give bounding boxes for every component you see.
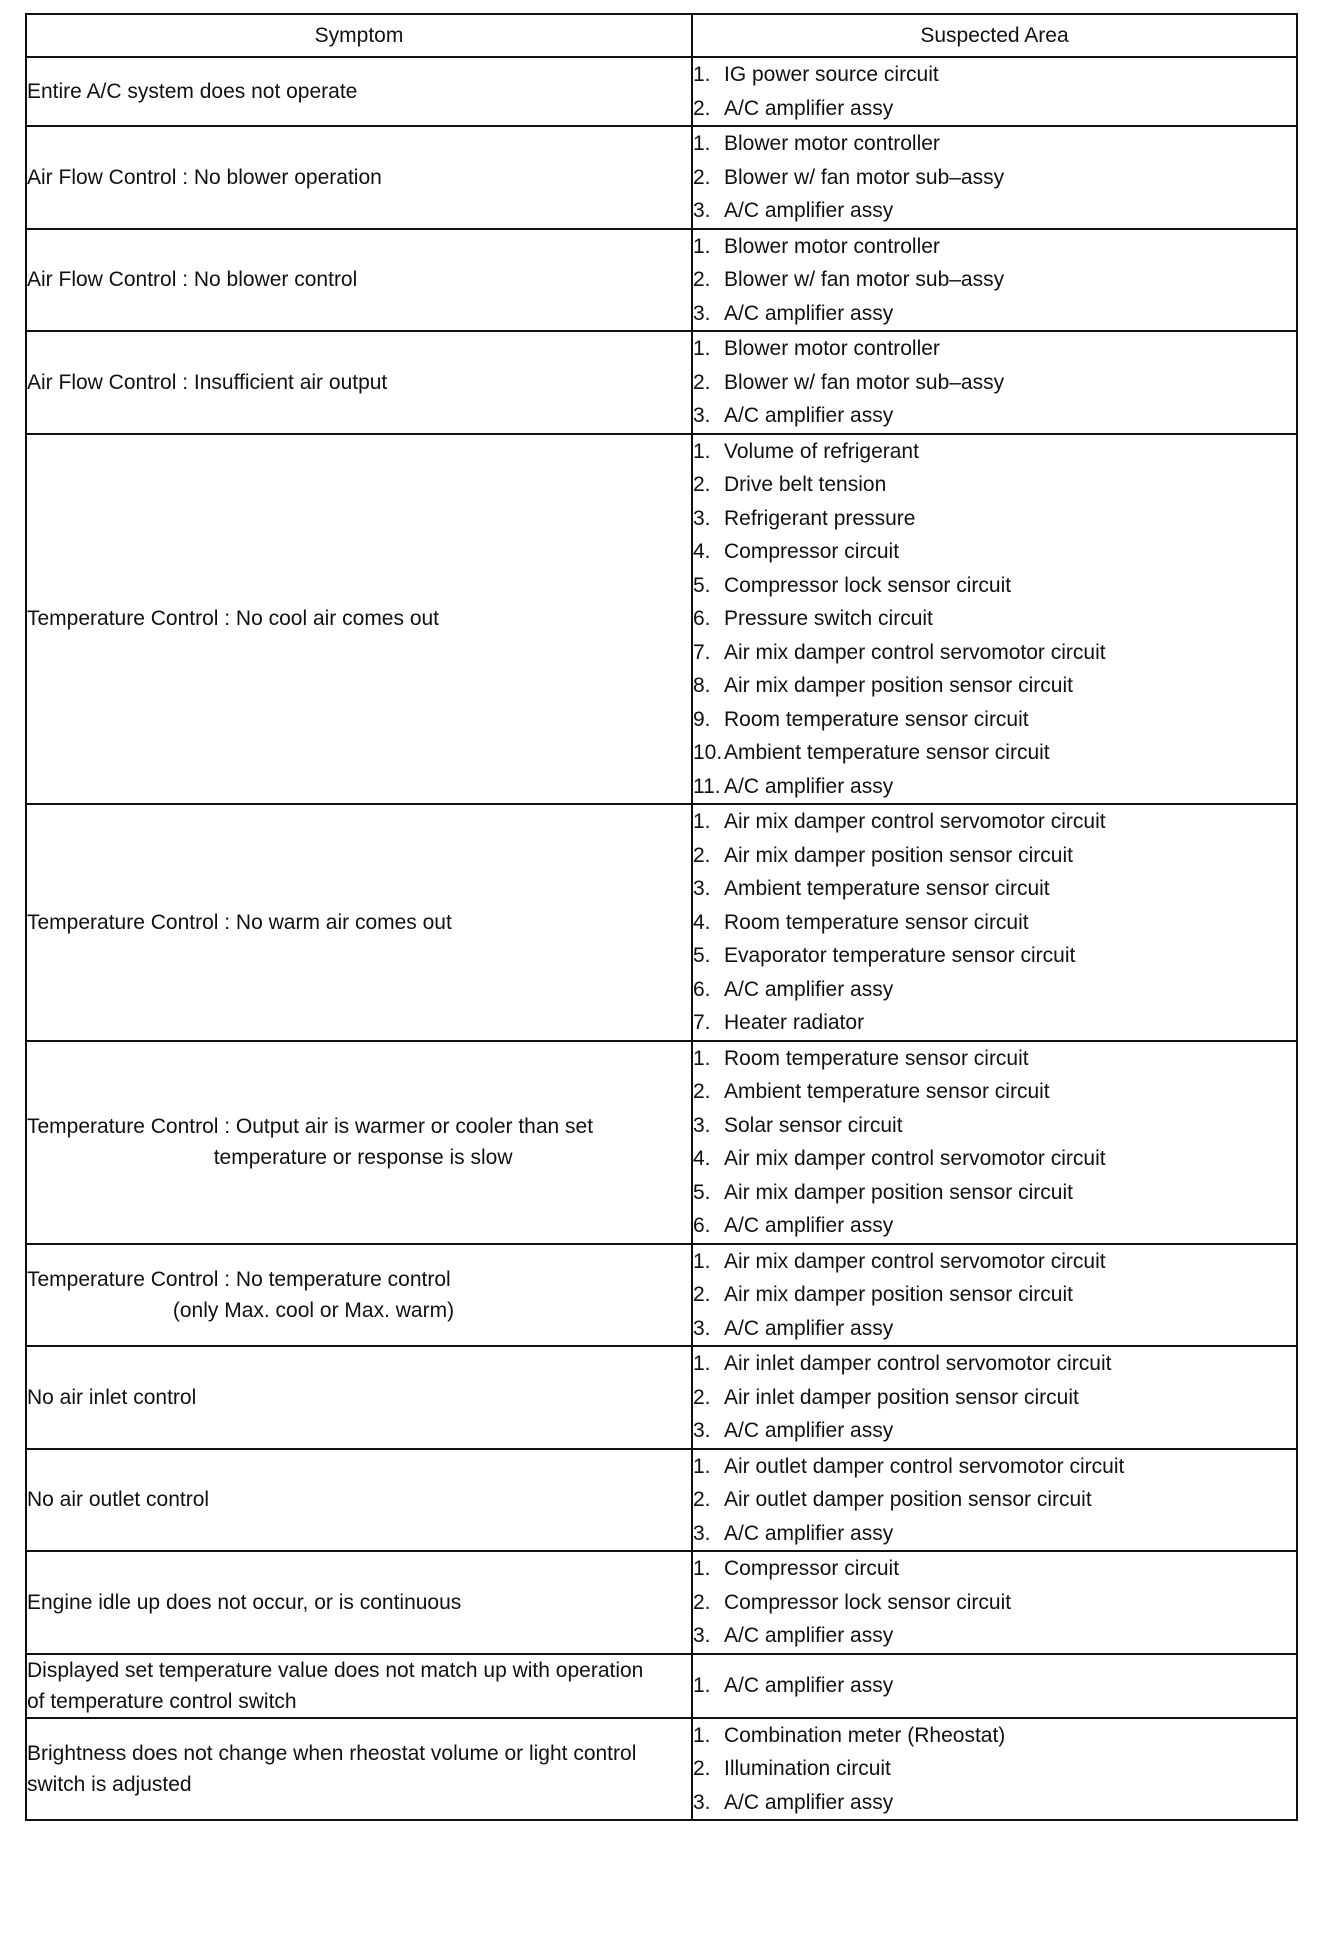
suspected-area-text: Air mix damper control servomotor circuit: [724, 810, 1106, 833]
list-item: [693, 1278, 1296, 1312]
item-number: 5.: [693, 573, 711, 597]
symptom-text: Entire A/C system does not operate: [27, 80, 358, 103]
suspected-area-list: [693, 1669, 1296, 1703]
item-number: 1.: [693, 234, 711, 258]
list-item: [693, 1586, 1296, 1620]
symptom-cell: [26, 1346, 692, 1449]
list-item: [693, 1552, 1296, 1586]
item-number: 3.: [693, 1624, 711, 1647]
suspected-area-cell: [692, 1551, 1297, 1654]
list-item: [693, 1042, 1296, 1076]
symptom-cell: [26, 804, 692, 1041]
symptom-text: Brightness does not change when rheostat volume or light control: [27, 1741, 637, 1765]
item-number: 2.: [693, 1283, 711, 1306]
table-row: [26, 126, 1297, 229]
item-number: 7.: [693, 1011, 711, 1034]
suspected-area-text: Solar sensor circuit: [724, 1113, 903, 1137]
suspected-area-text: Air mix damper position sensor circuit: [724, 1180, 1073, 1204]
suspected-area-cell: [692, 804, 1297, 1041]
list-item: [693, 161, 1296, 195]
suspected-area-text: A/C amplifier assy: [724, 1521, 894, 1545]
list-item: [693, 939, 1296, 973]
item-number: 1.: [693, 1249, 711, 1273]
list-item: [693, 263, 1296, 297]
table-header-row: [26, 14, 1297, 57]
list-item: [693, 332, 1296, 366]
list-item: [693, 805, 1296, 839]
table-body: [26, 57, 1297, 1820]
item-number: 3.: [693, 404, 711, 427]
symptom-cell: [26, 229, 692, 332]
item-number: 7.: [693, 640, 711, 664]
suspected-area-text: Air inlet damper position sensor circuit: [724, 1385, 1079, 1409]
suspected-area-text: A/C amplifier assy: [724, 1316, 894, 1340]
symptom-cell: [26, 1449, 692, 1552]
suspected-area-text: Air mix damper position sensor circuit: [724, 843, 1073, 867]
suspected-area-list: [693, 1042, 1296, 1243]
suspected-area-text: A/C amplifier assy: [724, 1419, 894, 1442]
item-number: 2.: [693, 1488, 711, 1511]
item-number: 1.: [693, 132, 711, 155]
suspected-area-text: Compressor lock sensor circuit: [724, 573, 1012, 597]
list-item: [693, 770, 1296, 804]
list-item: [693, 1483, 1296, 1517]
symptom-text: of temperature control switch: [27, 1689, 297, 1713]
suspected-area-cell: [692, 1449, 1297, 1552]
suspected-area-text: Evaporator temperature sensor circuit: [724, 944, 1076, 967]
symptom-cell: [26, 1718, 692, 1821]
suspected-area-cell: [692, 434, 1297, 805]
item-number: 6.: [693, 1214, 711, 1237]
suspected-area-cell: [692, 57, 1297, 126]
list-item: [693, 906, 1296, 940]
item-number: 2.: [693, 1757, 711, 1780]
item-number: 2.: [693, 96, 711, 120]
suspected-area-text: A/C amplifier assy: [724, 977, 894, 1001]
item-number: 3.: [693, 877, 711, 900]
suspected-area-text: Illumination circuit: [724, 1757, 891, 1780]
symptom-text: Air Flow Control : No blower operation: [27, 165, 382, 189]
table-row: [26, 1449, 1297, 1552]
symptom-text: Temperature Control : No cool air comes out: [27, 607, 440, 631]
item-number: 3.: [693, 301, 711, 325]
suspected-area-list: [693, 1245, 1296, 1346]
item-number: 9.: [693, 707, 711, 731]
list-item: [693, 1312, 1296, 1346]
suspected-area-text: A/C amplifier assy: [724, 301, 894, 325]
symptom-text: Temperature Control : No temperature control: [27, 1267, 451, 1291]
symptom-text: Engine idle up does not occur, or is continuous: [27, 1590, 462, 1614]
list-item: [693, 703, 1296, 737]
suspected-area-text: Room temperature sensor circuit: [724, 707, 1029, 731]
list-item: [693, 535, 1296, 569]
suspected-area-text: A/C amplifier assy: [724, 96, 894, 120]
list-item: [693, 973, 1296, 1007]
item-number: 1.: [693, 63, 711, 86]
table-row: [26, 1244, 1297, 1347]
list-item: [693, 1006, 1296, 1040]
item-number: 2.: [693, 473, 711, 496]
list-item: [693, 602, 1296, 636]
suspected-area-text: Blower motor controller: [724, 337, 940, 360]
suspected-area-list: [693, 230, 1296, 331]
list-item: [693, 669, 1296, 703]
suspected-area-text: Drive belt tension: [724, 473, 887, 496]
suspected-area-text: Heater radiator: [724, 1011, 865, 1034]
item-number: 3.: [693, 1419, 711, 1442]
list-item: [693, 872, 1296, 906]
list-item: [693, 92, 1296, 126]
suspected-area-text: Air outlet damper control servomotor circuit: [724, 1454, 1125, 1478]
item-number: 2.: [693, 370, 711, 394]
list-item: [693, 1786, 1296, 1820]
item-number: 3.: [693, 199, 711, 222]
suspected-area-text: A/C amplifier assy: [724, 1624, 894, 1647]
list-item: [693, 569, 1296, 603]
suspected-area-text: Air mix damper control servomotor circuit: [724, 640, 1106, 664]
symptom-text: switch is adjusted: [27, 1772, 192, 1796]
list-item: [693, 636, 1296, 670]
list-item: [693, 1517, 1296, 1551]
list-item: [693, 230, 1296, 264]
item-number: 3.: [693, 506, 711, 530]
item-number: 3.: [693, 1790, 711, 1814]
suspected-area-text: A/C amplifier assy: [724, 1214, 894, 1237]
suspected-area-list: [693, 1450, 1296, 1551]
suspected-area-text: Blower motor controller: [724, 234, 940, 258]
symptom-column-header: Symptom: [26, 14, 692, 57]
suspected-area-text: Air outlet damper position sensor circuit: [724, 1488, 1092, 1511]
suspected-area-text: Pressure switch circuit: [724, 607, 933, 630]
suspected-area-list: [693, 1552, 1296, 1653]
item-number: 4.: [693, 1147, 711, 1170]
list-item: [693, 736, 1296, 770]
list-item: [693, 839, 1296, 873]
symptom-text: Temperature Control : No warm air comes out: [27, 910, 452, 934]
list-item: [693, 468, 1296, 502]
suspected-area-text: Compressor circuit: [724, 540, 900, 563]
suspected-area-text: Room temperature sensor circuit: [724, 910, 1029, 934]
suspected-area-list: [693, 1347, 1296, 1448]
table-row: [26, 1346, 1297, 1449]
list-item: [693, 58, 1296, 92]
list-item: [693, 1619, 1296, 1653]
suspected-area-text: Volume of refrigerant: [724, 439, 919, 463]
suspected-area-text: A/C amplifier assy: [724, 1673, 894, 1697]
symptom-cell: [26, 1654, 692, 1718]
suspected-area-cell: [692, 1244, 1297, 1347]
symptom-cell: [26, 434, 692, 805]
suspected-area-list: [693, 127, 1296, 228]
symptom-text: Air Flow Control : No blower control: [27, 268, 358, 292]
suspected-area-text: Compressor circuit: [724, 1557, 900, 1580]
list-item: [693, 1209, 1296, 1243]
suspected-area-cell: [692, 1041, 1297, 1244]
table-row: [26, 57, 1297, 126]
problem-symptoms-table: [25, 13, 1298, 1821]
suspected-area-text: Refrigerant pressure: [724, 506, 916, 530]
suspected-area-column-header: Suspected Area: [692, 14, 1297, 57]
item-number: 1.: [693, 1557, 711, 1580]
suspected-area-list: [693, 1719, 1296, 1820]
list-item: [693, 1752, 1296, 1786]
suspected-area-text: Air mix damper position sensor circuit: [724, 674, 1073, 697]
item-number: 1.: [693, 1723, 711, 1747]
table-row: [26, 1654, 1297, 1718]
list-item: [693, 1176, 1296, 1210]
symptom-text: Air Flow Control : Insufficient air output: [27, 370, 388, 394]
suspected-area-list: [693, 435, 1296, 804]
item-number: 1.: [693, 1352, 711, 1375]
suspected-area-text: Blower w/ fan motor sub–assy: [724, 268, 1005, 291]
item-number: 6.: [693, 607, 711, 630]
symptom-text: No air outlet control: [27, 1488, 210, 1512]
symptom-cell: [26, 331, 692, 434]
table-row: [26, 434, 1297, 805]
suspected-area-text: Air mix damper control servomotor circuit: [724, 1147, 1106, 1170]
item-number: 4.: [693, 910, 711, 934]
suspected-area-cell: [692, 1346, 1297, 1449]
item-number: 5.: [693, 1180, 711, 1204]
suspected-area-list: [693, 332, 1296, 433]
suspected-area-text: Air mix damper control servomotor circuit: [724, 1249, 1106, 1273]
suspected-area-cell: [692, 1718, 1297, 1821]
item-number: 1.: [693, 1673, 711, 1697]
suspected-area-text: A/C amplifier assy: [724, 1790, 894, 1814]
item-number: 5.: [693, 944, 711, 967]
symptom-text: Displayed set temperature value does not match up with operation: [27, 1658, 644, 1682]
symptom-text: temperature or response is slow: [27, 1146, 513, 1169]
suspected-area-cell: [692, 1654, 1297, 1718]
suspected-area-text: Ambient temperature sensor circuit: [724, 877, 1050, 900]
table-row: [26, 331, 1297, 434]
list-item: [693, 435, 1296, 469]
suspected-area-cell: [692, 126, 1297, 229]
suspected-area-text: Air inlet damper control servomotor circuit: [724, 1352, 1112, 1375]
suspected-area-text: Air mix damper position sensor circuit: [724, 1283, 1073, 1306]
list-item: [693, 1414, 1296, 1448]
item-number: 3.: [693, 1316, 711, 1340]
list-item: [693, 297, 1296, 331]
item-number: 4.: [693, 540, 711, 563]
list-item: [693, 399, 1296, 433]
suspected-area-list: [693, 58, 1296, 125]
list-item: [693, 1347, 1296, 1381]
item-number: 2.: [693, 1385, 711, 1409]
item-number: 8.: [693, 674, 711, 697]
list-item: [693, 1450, 1296, 1484]
suspected-area-text: Blower motor controller: [724, 132, 940, 155]
item-number: 6.: [693, 977, 711, 1001]
symptom-text: (only Max. cool or Max. warm): [27, 1298, 455, 1322]
item-number: 2.: [693, 843, 711, 867]
list-item: [693, 127, 1296, 161]
item-number: 10.: [693, 741, 723, 764]
item-number: 3.: [693, 1113, 711, 1137]
item-number: 2.: [693, 268, 711, 291]
symptom-cell: [26, 126, 692, 229]
table-row: [26, 1718, 1297, 1821]
list-item: [693, 1142, 1296, 1176]
item-number: 1.: [693, 810, 711, 833]
symptom-cell: [26, 1041, 692, 1244]
list-item: [693, 194, 1296, 228]
suspected-area-text: Combination meter (Rheostat): [724, 1723, 1006, 1747]
list-item: [693, 1669, 1296, 1703]
symptom-cell: [26, 1551, 692, 1654]
item-number: 2.: [693, 1590, 711, 1614]
item-number: 1.: [693, 337, 711, 360]
symptom-text: No air inlet control: [27, 1385, 197, 1409]
list-item: [693, 1075, 1296, 1109]
item-number: 11.: [693, 774, 721, 798]
suspected-area-text: Blower w/ fan motor sub–assy: [724, 165, 1005, 189]
suspected-area-text: Room temperature sensor circuit: [724, 1046, 1029, 1070]
suspected-area-cell: [692, 229, 1297, 332]
symptom-text: Temperature Control : Output air is warmer or cooler than set: [27, 1115, 594, 1138]
list-item: [693, 1381, 1296, 1415]
table-row: [26, 804, 1297, 1041]
item-number: 1.: [693, 439, 711, 463]
table-row: [26, 229, 1297, 332]
list-item: [693, 1245, 1296, 1279]
table-row: [26, 1041, 1297, 1244]
suspected-area-cell: [692, 331, 1297, 434]
suspected-area-text: A/C amplifier assy: [724, 774, 894, 798]
suspected-area-list: [693, 805, 1296, 1040]
list-item: [693, 1109, 1296, 1143]
item-number: 2.: [693, 165, 711, 189]
list-item: [693, 1719, 1296, 1753]
item-number: 1.: [693, 1454, 711, 1478]
suspected-area-text: Compressor lock sensor circuit: [724, 1590, 1012, 1614]
suspected-area-text: Blower w/ fan motor sub–assy: [724, 370, 1005, 394]
list-item: [693, 366, 1296, 400]
item-number: 1.: [693, 1046, 711, 1070]
suspected-area-text: A/C amplifier assy: [724, 404, 894, 427]
table-row: [26, 1551, 1297, 1654]
symptom-cell: [26, 1244, 692, 1347]
suspected-area-text: A/C amplifier assy: [724, 199, 894, 222]
item-number: 3.: [693, 1521, 711, 1545]
suspected-area-text: Ambient temperature sensor circuit: [724, 1080, 1050, 1103]
symptom-cell: [26, 57, 692, 126]
suspected-area-text: IG power source circuit: [724, 63, 939, 86]
suspected-area-text: Ambient temperature sensor circuit: [724, 741, 1050, 764]
item-number: 2.: [693, 1080, 711, 1103]
list-item: [693, 502, 1296, 536]
